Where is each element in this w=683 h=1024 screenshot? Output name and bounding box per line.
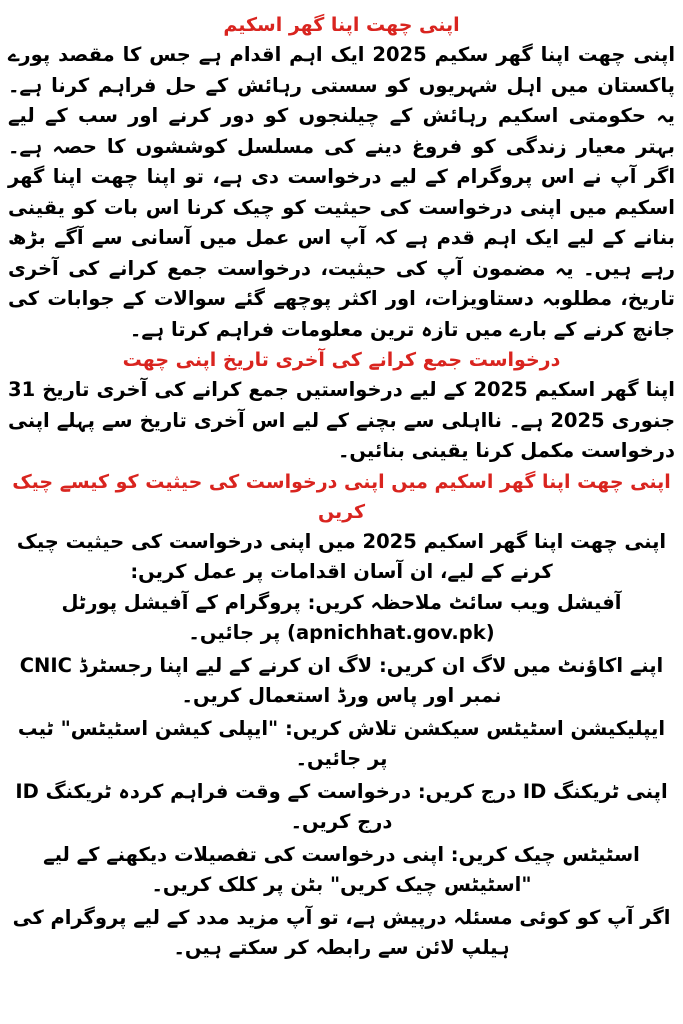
deadline-heading: درخواست جمع کرانے کی آخری تاریخ اپنی چھت (122, 349, 561, 371)
page-title: اپنی چھت اپنا گھر اسکیم (223, 14, 460, 36)
status-intro-paragraph: اپنی چھت اپنا گھر اسکیم 2025 میں اپنی درخواست کی حیثیت چیک کرنے کے لیے، ان آسان اقدامات پر عمل کریں: (16, 529, 667, 583)
step-login: اپنے اکاؤنٹ میں لاگ ان کریں: لاگ ان کرنے کے لیے اپنا رجسٹرڈ CNIC نمبر اور پاس ورڈ استعمال کریں۔ (19, 653, 664, 707)
step-visit-website: آفیشل ویب سائٹ ملاحظہ کریں: پروگرام کے آفیشل پورٹل (apnichhat.gov.pk) پر جائیں۔ (61, 590, 622, 644)
status-heading: اپنی چھت اپنا گھر اسکیم میں اپنی درخواست کی حیثیت کو کیسے چیک کریں (12, 470, 671, 523)
step-enter-tracking-id: اپنی ٹریکنگ ID درج کریں: درخواست کے وقت فراہم کردہ ٹریکنگ ID درج کریں۔ (15, 779, 668, 833)
step-find-status-section: ایپلیکیشن اسٹیٹس سیکشن تلاش کریں: "ایپلی کیشن اسٹیٹس" ٹیب پر جائیں۔ (17, 716, 666, 770)
closing-paragraph: اگر آپ کو کوئی مسئلہ درپیش ہے، تو آپ مزید مدد کے لیے پروگرام کی ہیلپ لائن سے رابطہ کر سکتے ہیں۔ (12, 905, 671, 959)
steps-list (8, 588, 675, 901)
intro-paragraph: اپنی چھت اپنا گھر سکیم 2025 ایک اہم اقدام ہے جس کا مقصد پورے پاکستان میں اہل شہریوں کو سستی رہائش کے حل فراہم کرنا ہے۔ یہ حکومتی اسکیم رہائش کے چیلنجوں کو دور کرنے اور سب کے لیے بہتر معیار زندگی کو فروغ دینے کی مسلسل کوششوں کا حصہ ہے۔ اگر آپ نے اس پروگرام کے لیے درخواست دی ہے، تو اپنا چھت اپنا گھر اسکیم میں اپنی درخواست کی حیثیت کو چیک کرنا اس بات کو یقینی بنانے کے لیے ایک اہم قدم ہے کہ آپ اس عمل میں آسانی سے آگے بڑھ رہے ہیں۔ یہ مضمون آپ کی حیثیت، درخواست جمع کرانے کی آخری تاریخ، مطلوبہ دستاویزات، اور اکثر پوچھے گئے سوالات کے جوابات کی جانچ کرنے کے بارے میں تازہ ترین معلومات فراہم کرتا ہے۔ (8, 43, 676, 341)
deadline-paragraph: اپنا گھر اسکیم 2025 کے لیے درخواستیں جمع کرانے کی آخری تاریخ 31 جنوری 2025 ہے۔ نااہلی سے بچنے کے لیے اس آخری تاریخ سے پہلے اپنی درخواست مکمل کرنا یقینی بنائیں۔ (8, 378, 675, 462)
step-check-status: اسٹیٹس چیک کریں: اپنی درخواست کی تفصیلات دیکھنے کے لیے "اسٹیٹس چیک کریں" بٹن پر کلک کریں۔ (43, 842, 640, 896)
